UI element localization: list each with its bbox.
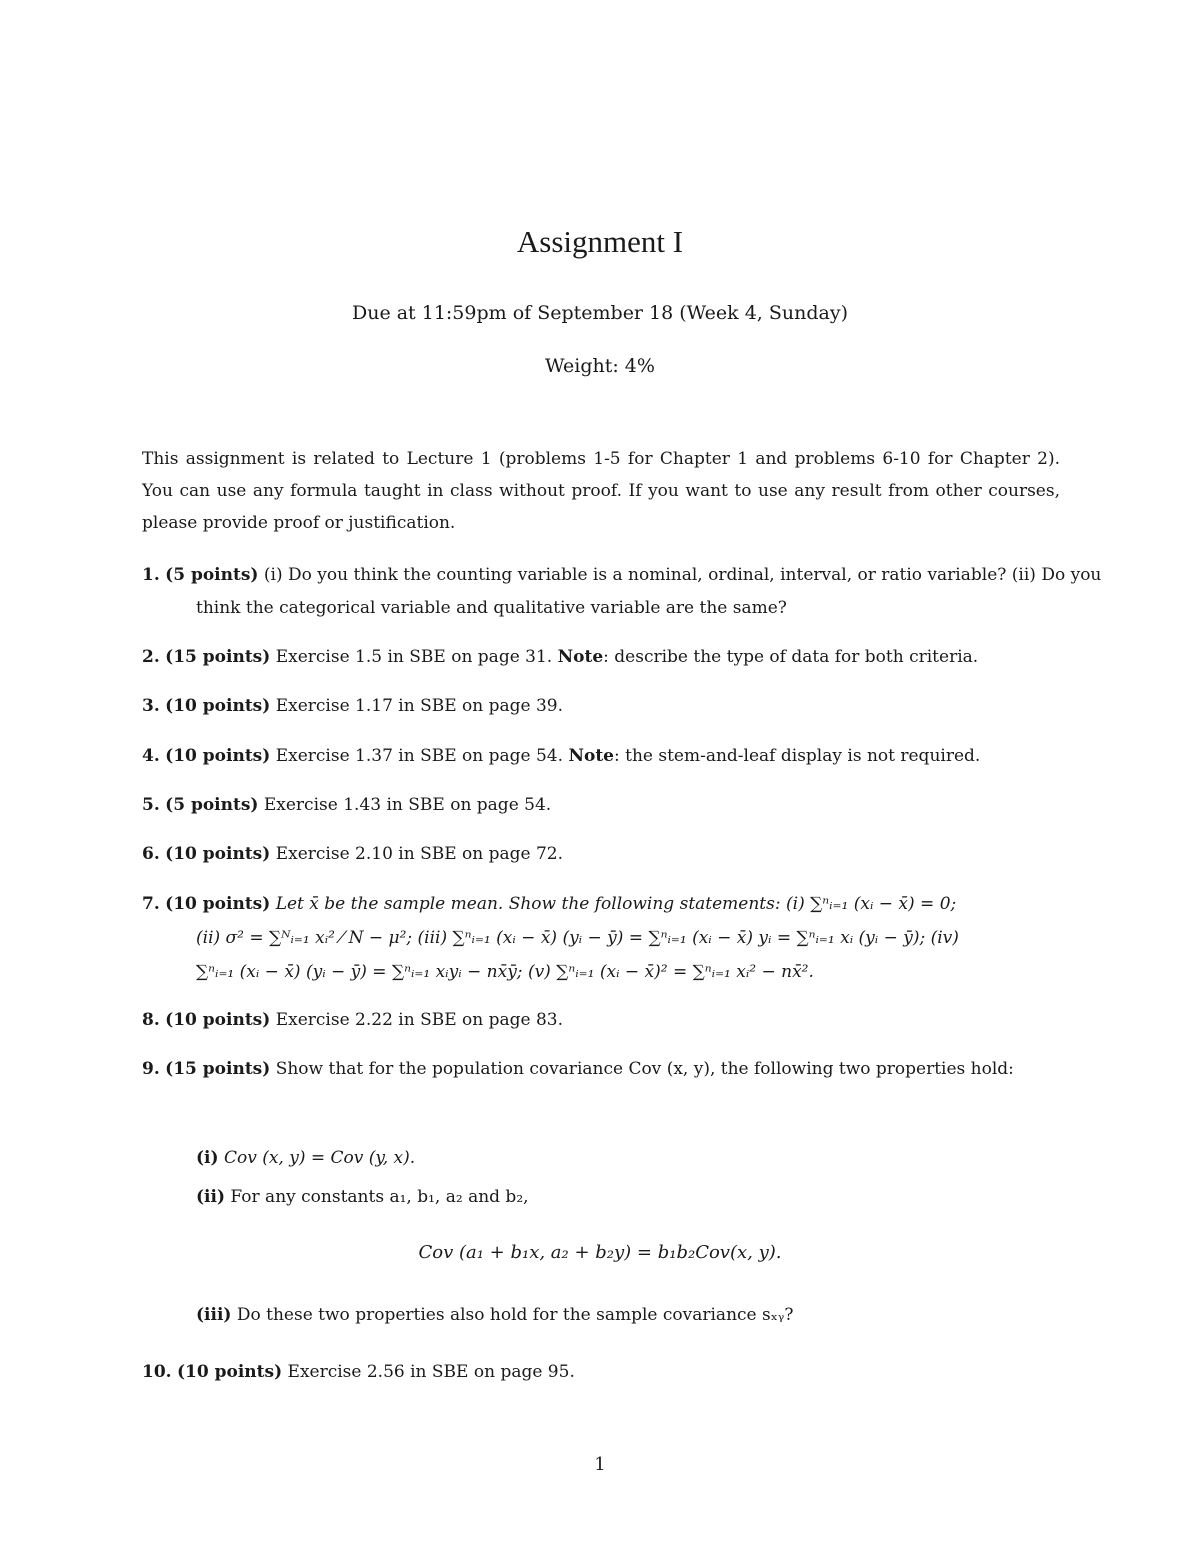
problem-number: 4. [142,746,160,766]
sub-item-text: For any constants a₁, b₁, a₂ and b₂, [230,1187,529,1207]
problem-points: (5 points) [165,795,259,815]
problem-10 [142,1356,1060,1389]
problem-points: (10 points) [165,844,271,864]
problem-text-line-3: ∑ⁿᵢ₌₁ (xᵢ − x̄) (yᵢ − ȳ) = ∑ⁿᵢ₌₁ xᵢyᵢ − nx̄ȳ; (v) ∑ⁿᵢ₌₁ (xᵢ − x̄)² = ∑ⁿᵢ₌₁ xᵢ² − nx̄². [196,962,814,982]
problem-text: Exercise 1.37 in SBE on page 54. [275,746,564,766]
sub-item-iii [196,1299,1060,1332]
sub-item-text: Cov (x, y) = Cov (y, x). [223,1148,416,1168]
note-text: : describe the type of data for both criteria. [603,647,979,667]
problem-6 [142,838,1060,871]
sub-item-label: (iii) [196,1305,232,1325]
weight: Weight: 4% [545,355,655,377]
page-title: Assignment I [516,224,684,259]
problem-text: Exercise 1.17 in SBE on page 39. [275,696,564,716]
problem-number: 1. [142,565,160,585]
problem-text: Exercise 2.56 in SBE on page 95. [287,1362,575,1382]
problem-points: (10 points) [176,1362,283,1382]
problem-text: (i) Do you think the counting variable is a nominal, ordinal, interval, or ratio variable? (ii) Do you think the categorical variable and qualitative variable are the same? [196,565,1102,618]
problem-text: Exercise 2.22 in SBE on page 83. [275,1010,564,1030]
problem-number: 10. [142,1362,172,1382]
problem-points: (15 points) [165,647,271,667]
sub-item-ii [196,1181,1060,1214]
problem-text: Exercise 2.10 in SBE on page 72. [275,844,564,864]
sub-item-label: (ii) [196,1187,226,1207]
problem-7 [142,888,1060,921]
problem-text-line-2: (ii) σ² = ∑ᴺᵢ₌₁ xᵢ² ⁄ N − μ²; (iii) ∑ⁿᵢ₌₁ (xᵢ − x̄) (yᵢ − ȳ) = ∑ⁿᵢ₌₁ (xᵢ − x̄) yᵢ = ∑ⁿᵢ₌₁ xᵢ (yᵢ − ȳ); (iv) [196,928,959,948]
note-label: Note [568,746,614,766]
sub-item-i [196,1142,1060,1175]
sub-item-text: Do these two properties also hold for the sample covariance sₓᵧ? [236,1305,794,1325]
problem-4 [142,740,1060,773]
problem-text: Exercise 1.43 in SBE on page 54. [263,795,552,815]
due-date: Due at 11:59pm of September 18 (Week 4, Sunday) [351,302,849,324]
problem-5 [142,789,1060,822]
note-text: : the stem-and-leaf display is not required. [613,746,981,766]
problem-text-line-1: Let x̄ be the sample mean. Show the following statements: (i) ∑ⁿᵢ₌₁ (xᵢ − x̄) = 0; [275,894,957,914]
problem-9 [142,1053,1114,1086]
intro-paragraph: This assignment is related to Lecture 1 (problems 1-5 for Chapter 1 and problems 6-10 for Chapter 2). You can use any formula taught in class without proof. If you want to use any result from other courses, please provide proof or justification. [142,449,1060,533]
problem-number: 6. [142,844,160,864]
problem-8 [142,1004,1060,1037]
problem-7-line-2 [196,922,1060,955]
problem-number: 9. [142,1059,160,1079]
page-number: 1 [594,1454,606,1475]
problem-text: Show that for the population covariance Cov (x, y), the following two properties hold: [275,1059,1014,1079]
problem-number: 7. [142,894,160,914]
problem-number: 2. [142,647,160,667]
problem-points: (10 points) [165,746,271,766]
problem-points: (10 points) [165,1010,271,1030]
problem-number: 3. [142,696,160,716]
display-equation: Cov (a₁ + b₁x, a₂ + b₂y) = b₁b₂Cov(x, y). [418,1242,782,1263]
problem-points: (10 points) [165,894,271,914]
problem-number: 8. [142,1010,160,1030]
note-label: Note [557,647,604,667]
problem-text: Exercise 1.5 in SBE on page 31. [275,647,553,667]
sub-item-label: (i) [196,1148,219,1168]
problem-points: (5 points) [165,565,259,585]
problem-points: (10 points) [165,696,271,716]
problem-3 [142,690,1060,723]
problem-2 [142,641,1060,674]
problem-1 [142,559,1114,625]
problem-number: 5. [142,795,160,815]
problem-7-line-3 [196,956,1060,989]
problem-points: (15 points) [165,1059,271,1079]
